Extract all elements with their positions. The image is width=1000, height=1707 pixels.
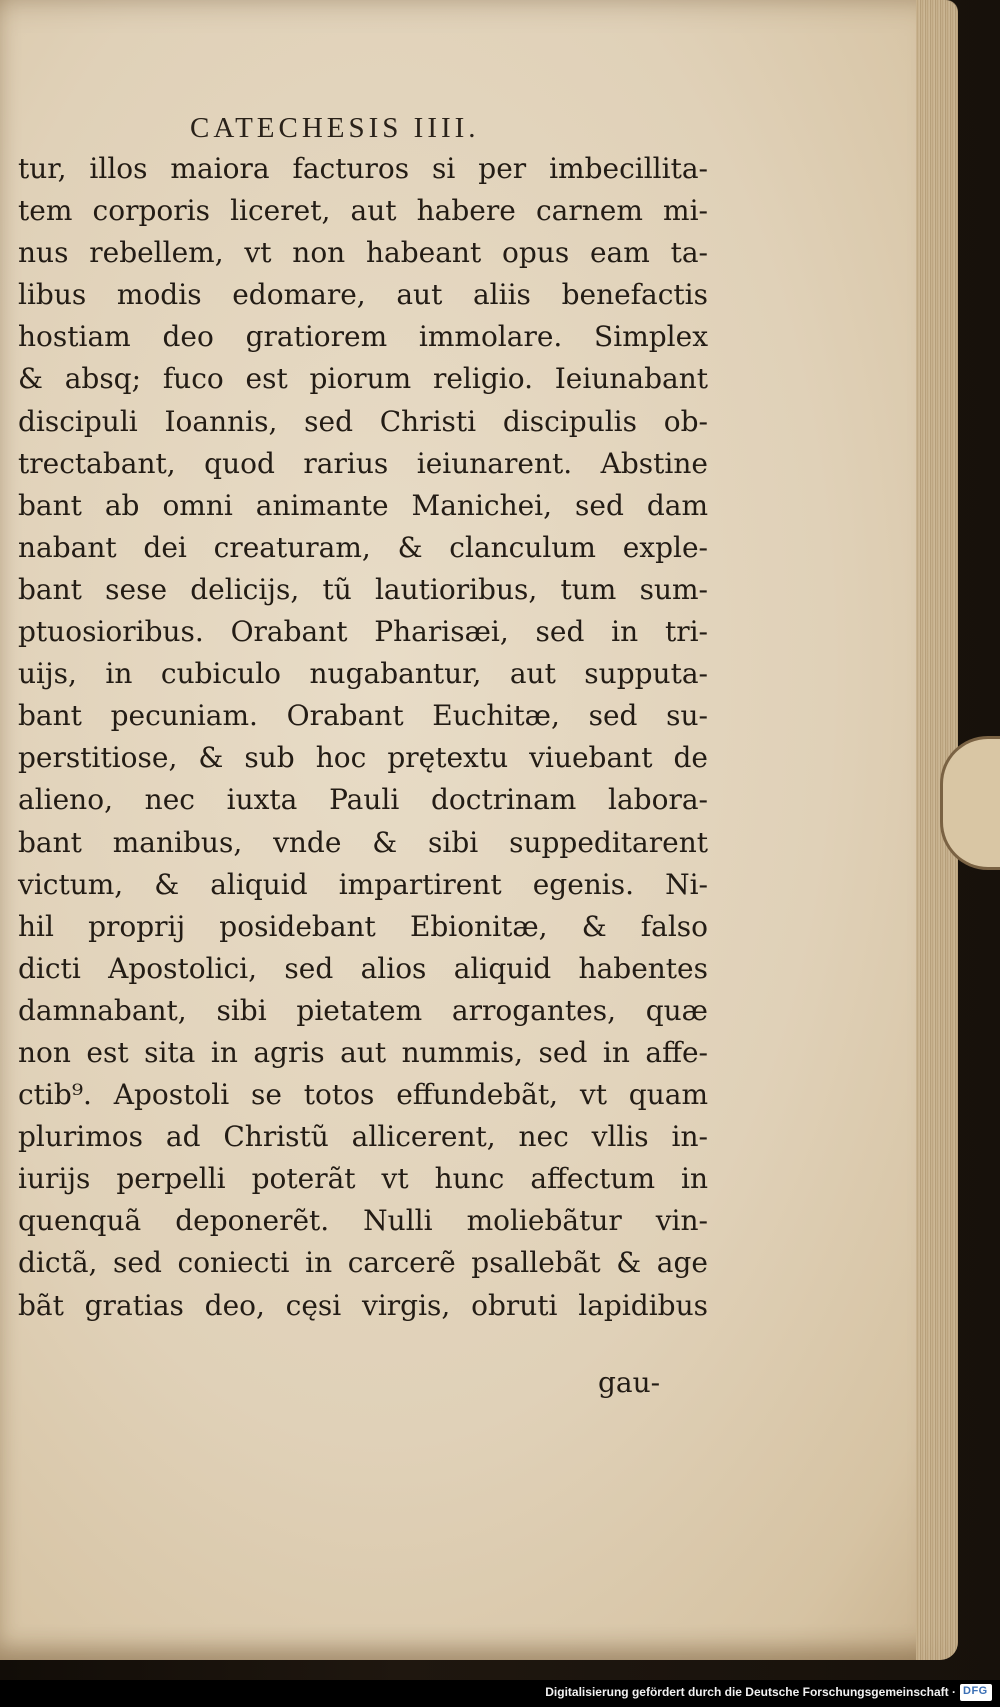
text-line: nus rebellem, vt non habeant opus eam ta- [18,236,708,270]
dfg-logo [960,1684,992,1701]
text-line: victum, & aliquid impartirent egenis. Ni- [18,867,708,901]
text-line: plurimos ad Christũ allicerent, nec vllis in- [18,1120,708,1154]
text-line: iurijs perpelli poterãt vt hunc affectum in [18,1162,708,1196]
text-line: dictã, sed coniecti in carcerẽ psallebãt & age [18,1246,708,1280]
dfg-logo-text: DFG [963,1685,988,1697]
body-text [18,148,708,1327]
credit-bar [0,1680,1000,1707]
text-line: bãt gratias deo, cęsi virgis, obruti lapidibus [18,1288,708,1322]
text-line: hil proprij posidebant Ebionitæ, & falso [18,909,708,943]
page-tab [940,736,1000,870]
text-line: tur, illos maiora facturos si per imbecillita- [18,152,708,185]
text-line: bant pecuniam. Orabant Euchitæ, sed su- [18,699,708,733]
text-line: bant ab omni animante Manichei, sed dam [18,488,708,522]
text-line: & absq; fuco est piorum religio. Ieiunabant [18,362,708,396]
text-line: libus modis edomare, aut aliis benefactis [18,278,708,312]
text-line: ctib⁹. Apostoli se totos effundebãt, vt quam [18,1078,708,1112]
text-line: discipuli Ioannis, sed Christi discipulis ob- [18,404,708,438]
text-line: perstitiose, & sub hoc prętextu viuebant de [18,741,708,775]
credit-text: Digitalisierung gefördert durch die Deutsche Forschungsgemeinschaft · [545,1685,956,1699]
catchword: gau- [598,1366,661,1399]
text-line: trectabant, quod rarius ieiunarent. Abstine [18,446,708,480]
text-line: nabant dei creaturam, & clanculum exple- [18,530,708,564]
text-line: uijs, in cubiculo nugabantur, aut supputa- [18,657,708,691]
text-line: quenquã deponerẽt. Nulli moliebãtur vin- [18,1204,708,1238]
text-line: dicti Apostolici, sed alios aliquid habentes [18,951,708,985]
text-line: bant manibus, vnde & sibi suppeditarent [18,825,708,859]
text-line: bant sese delicijs, tũ lautioribus, tum sum- [18,572,708,606]
text-line: tem corporis liceret, aut habere carnem mi- [18,194,708,228]
text-line: ptuosioribus. Orabant Pharisæi, sed in tri- [18,615,708,649]
text-line: alieno, nec iuxta Pauli doctrinam labora- [18,783,708,817]
text-line: non est sita in agris aut nummis, sed in affe- [18,1035,708,1069]
text-line: damnabant, sibi pietatem arrogantes, quæ [18,993,708,1027]
running-head: CATECHESIS IIII. [190,112,480,144]
text-line: hostiam deo gratiorem immolare. Simplex [18,320,708,354]
